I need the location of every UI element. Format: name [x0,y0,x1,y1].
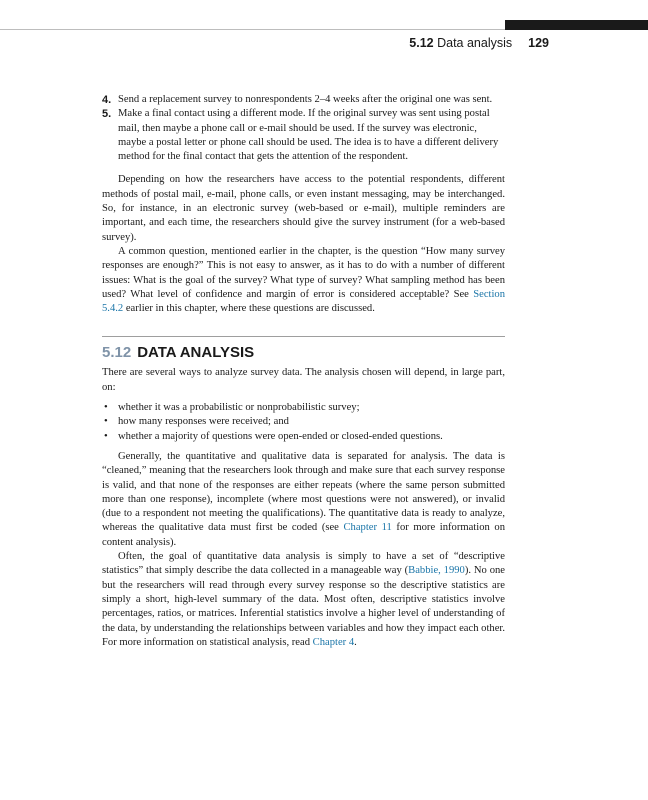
running-head-section: 5.12 Data analysis [409,36,513,50]
running-head [409,36,549,50]
chapter-link[interactable]: Chapter 4 [312,636,355,648]
paragraph: There are several ways to analyze survey data. The analysis chosen will depend, in large part, on: [102,367,505,393]
citation-link[interactable]: Babbie, 1990 [408,565,465,577]
list-item: • how many responses were received; and [104,416,289,428]
section-link[interactable]: Section 5.4.2 [102,288,505,315]
header-bar [505,20,648,30]
page-number: 129 [528,36,549,50]
paragraph: A common question, mentioned earlier in the chapter, is the question “How many survey responses are enough?” This is not easy to answer, as it has to do with a number of different issues: What is the goal of the survey? What type of survey? What sampling method has been used? What level of confidence and margin of error is considered acceptable? See Section 5.4.2 earlier in this chapter, where these questions are discussed. [102,245,505,315]
numbered-list [102,93,505,164]
page-content [102,93,505,650]
paragraph: Depending on how the researchers have access to the potential respondents, different methods of postal mail, e-mail, phone calls, or even instant messaging, may be interchanged. So, for instance, in an electronic survey (web-based or e-mail), multiple reminders are important, and each time, the researchers should give the survey instrument (for a web-based survey). [102,174,505,243]
paragraph: Generally, the quantitative and qualitative data is separated for analysis. The data is “cleaned,” meaning that the researchers look through and make sure that each survey response is valid, and that none of the responses are either repeats (where the same person submitted more than one response), incomplete (where most questions were not answered), or invalid (due to a respondent not meeting the qualifications). The quantitative data is ready to analyze, whereas the qualitative data must first be coded (see Chapter 11 for more information on content analysis). [102,450,505,548]
paragraph: Often, the goal of quantitative data analysis is simply to have a set of “descriptive statistics” that simply describe the data collected in a manageable way (Babbie, 1990). No one but the researchers will read through every survey response so the descriptive statistics are simply a short, high-level summary of the data. Most often, descriptive statistics involve percentages, ratios, or matrices. Inferential statistics involve a higher level of understanding of the data, by understanding the relationships between variables and how they impact each other. For more information on statistical analysis, read Chapter 4. [102,551,505,648]
section-heading: 5.12 DATA ANALYSIS [102,344,255,362]
bullet-list [102,401,505,444]
section-divider [102,336,505,337]
list-item: • whether it was a probabilistic or nonprobabilistic survey; [104,402,360,414]
list-item: 5. Make a final contact using a different mode. If the original survey was sent using postal mail, then maybe a phone call or e-mail should be used. If the survey was electronic, maybe a postal letter or phone call should be used. The idea is to have a different delivery method for the final contact that gets the attention of the respondent. [102,108,499,163]
list-item: • whether a majority of questions were open-ended or closed-ended questions. [104,430,443,442]
header-rule [0,29,505,30]
list-item: 4. Send a replacement survey to nonrespondents 2–4 weeks after the original one was sent. [102,94,493,106]
chapter-link[interactable]: Chapter 11 [343,522,392,534]
